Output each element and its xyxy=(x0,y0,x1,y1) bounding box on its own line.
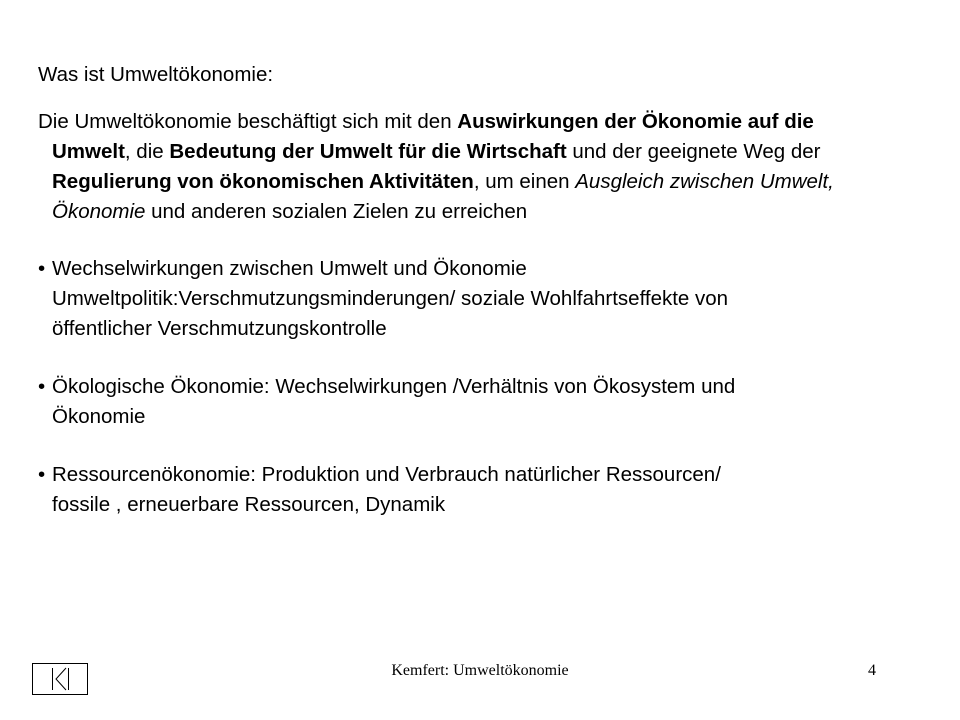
bullet-dot: • xyxy=(38,257,46,280)
bullet-text xyxy=(52,372,878,432)
bullet-line: Ressourcenökonomie: Produktion und Verbrauch natürlicher Ressourcen/ xyxy=(52,463,721,486)
slide-heading: Was ist Umweltökonomie: xyxy=(38,63,274,86)
bullet-line: Umweltpolitik:Verschmutzungsminderungen/ soziale Wohlfahrtseffekte von xyxy=(52,287,729,310)
bullet-list xyxy=(38,254,878,520)
intro-run-normal: , um einen xyxy=(473,170,576,193)
bullet-line: Wechselwirkungen zwischen Umwelt und Ökonomie xyxy=(52,257,527,280)
intro-paragraph xyxy=(38,107,878,227)
bullet-dot: • xyxy=(38,375,46,398)
intro-run-normal: , die xyxy=(124,140,170,163)
bullet-line: Ökologische Ökonomie: Wechselwirkungen /Verhältnis von Ökosystem und xyxy=(52,375,736,398)
bullet-text xyxy=(52,254,878,344)
intro-run-bold: Auswirkungen der Ökonomie auf die Umwelt xyxy=(52,110,814,163)
bullet-item xyxy=(38,372,878,432)
slide-content xyxy=(38,60,878,520)
intro-run-normal: Die Umweltökonomie beschäftigt sich mit den xyxy=(38,110,458,133)
intro-run-normal: und der geeignete Weg der xyxy=(566,140,821,163)
intro-run-bold: Bedeutung der Umwelt für die Wirtschaft xyxy=(169,140,567,163)
bullet-text xyxy=(52,460,878,520)
slide-footer xyxy=(0,660,960,700)
intro-run-italic: Ausgleich zwischen Umwelt, Ökonomie xyxy=(52,170,834,223)
bullet-line: Ökonomie xyxy=(52,405,146,428)
presentation-title: Kemfert: Umweltökonomie xyxy=(391,662,569,679)
bullet-line: öffentlicher Verschmutzungskontrolle xyxy=(52,317,387,340)
intro-run-bold: Regulierung von ökonomischen Aktivitäten xyxy=(52,170,474,193)
intro-run-normal: und anderen sozialen Zielen zu erreichen xyxy=(145,200,528,223)
bullet-dot: • xyxy=(38,463,46,486)
bullet-item xyxy=(38,460,878,520)
page-number: 4 xyxy=(868,662,876,679)
bullet-line: fossile , erneuerbare Ressourcen, Dynamik xyxy=(52,493,446,516)
bullet-item xyxy=(38,254,878,344)
